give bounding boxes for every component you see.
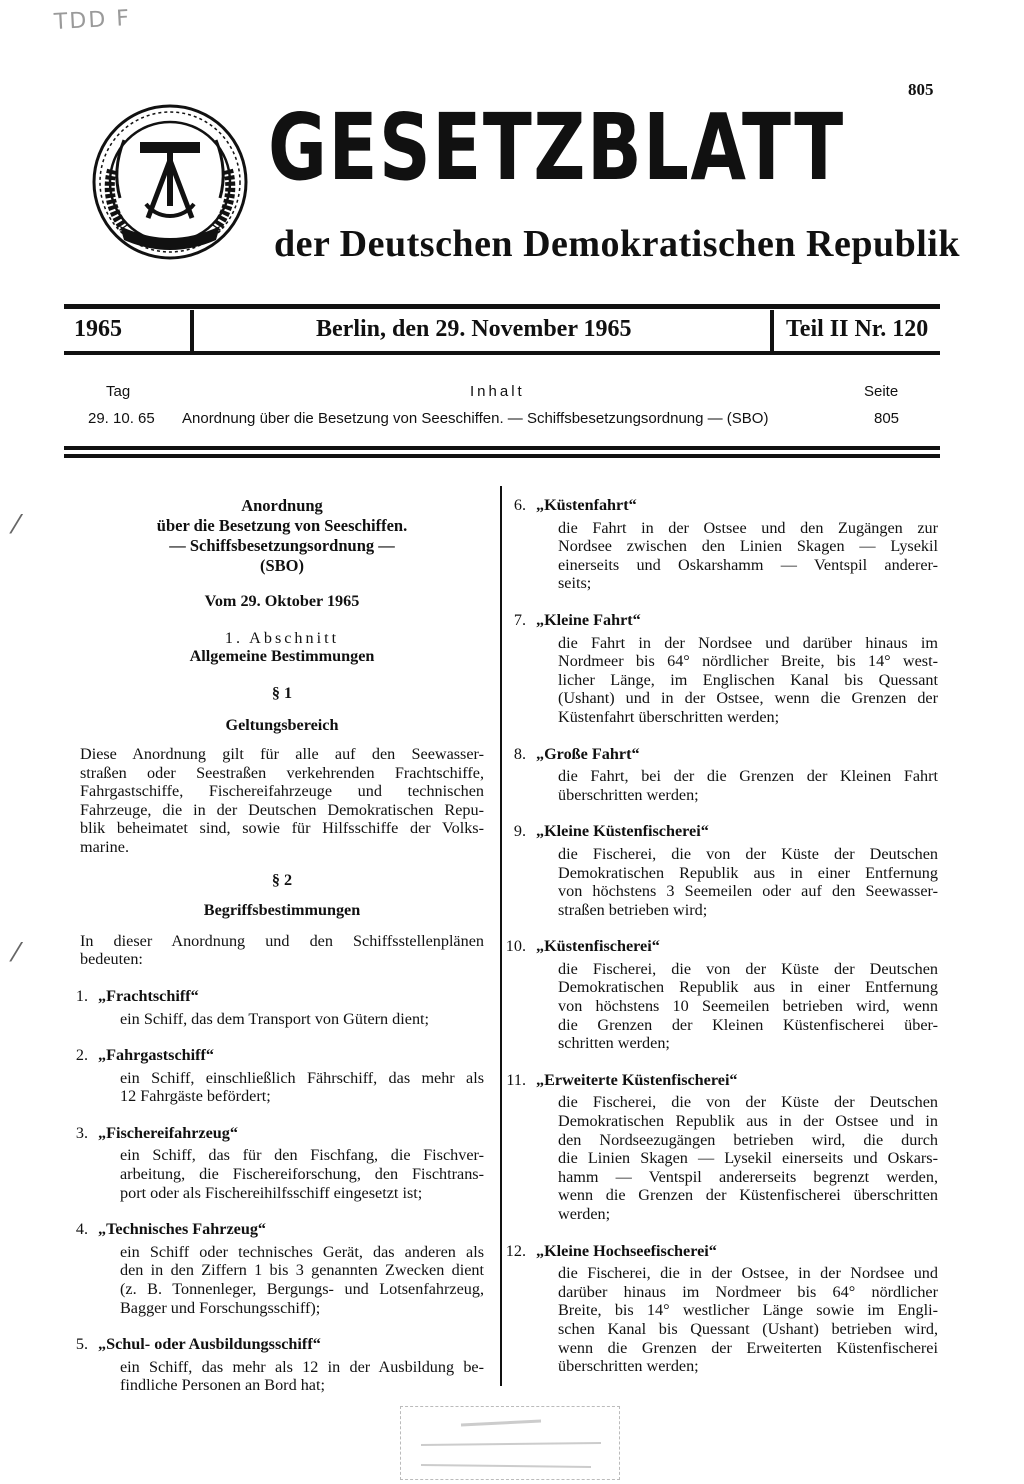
- definition-line: darüber hinaus im Nordmeer bis 64° nördlicher: [558, 1282, 938, 1301]
- definition-number: 10.: [505, 937, 526, 956]
- definition-line: den in den Ziffern 1 bis 3 genannten Zwecken dient: [120, 1261, 484, 1280]
- definition-term: „Schul- oder Ausbildungsschiff“: [98, 1335, 321, 1354]
- definition-text: [558, 845, 938, 919]
- toc-entry-date: 29. 10. 65: [88, 410, 155, 427]
- definition-line: hamm — Ventspil andererseits begrenzt werden,: [558, 1167, 938, 1186]
- definition-term: „Küstenfischerei“: [536, 937, 660, 956]
- definition-number: 8.: [513, 744, 526, 763]
- issue-bottom-rule: [64, 351, 940, 355]
- definition-line: ein Schiff oder technisches Gerät, das anderen als: [120, 1242, 484, 1261]
- definition-item: [513, 822, 938, 919]
- definition-number: 5.: [75, 1335, 88, 1354]
- definition-term: „Kleine Fahrt“: [536, 610, 641, 629]
- definition-number: 7.: [513, 610, 526, 629]
- definition-item: [75, 1335, 484, 1395]
- definition-line: werden;: [558, 1205, 611, 1223]
- definition-text: [558, 634, 938, 727]
- ordinance-heading: Anordnung über die Besetzung von Seeschiffen. — Schiffsbesetzungsordnung — (SBO): [156, 496, 408, 575]
- definition-item: [75, 1220, 484, 1317]
- definition-line: den Nordseezugängen betrieben wird, die durch: [558, 1130, 938, 1149]
- definition-text: [558, 767, 938, 804]
- ordinance-date: Vom 29. Oktober 1965: [204, 592, 360, 610]
- definition-number: 2.: [75, 1046, 88, 1065]
- page-number: 805: [908, 80, 934, 99]
- definition-number: 12.: [505, 1241, 526, 1260]
- definition-line: 12 Fahrgäste befördert;: [120, 1087, 271, 1106]
- definition-line: arbeitung, die Fischereiforschung, den Fischtrans-: [120, 1165, 484, 1184]
- paragraph-2-number: § 2: [271, 870, 293, 889]
- definition-text: [120, 1146, 484, 1202]
- toc-header-day: Tag: [106, 383, 131, 400]
- definition-item: [513, 496, 938, 593]
- definition-line: wenn die Grenzen der Erweiterten Küstenfischerei: [558, 1338, 938, 1357]
- definition-line: (z. B. Tonnenleger, Bergungs- und Lotsenfahrzeug,: [120, 1280, 484, 1299]
- definition-line: licher Länge, im Englischen Kanal bis Quessant: [558, 670, 938, 689]
- gazette-title: GESETZBLATT: [268, 94, 845, 201]
- toc-entry-page: 805: [874, 410, 900, 427]
- definition-list-left: [75, 986, 484, 1395]
- definition-line: Demokratischen Republik aus in der Ostsee und in: [558, 1112, 938, 1131]
- column-divider: [190, 310, 194, 352]
- definition-text: [558, 1093, 938, 1223]
- definition-line: die Linien Skagen — Lysekil einerseits und Oskars-: [558, 1149, 938, 1168]
- definition-term: „Fahrgastschiff“: [98, 1046, 214, 1065]
- definition-text: [120, 1358, 484, 1395]
- definition-line: wenn die Grenzen der Küstenfischerei überschritten: [558, 1186, 938, 1205]
- stamp-lines-icon: [401, 1407, 619, 1479]
- toc-rule: [64, 446, 940, 450]
- issue-part: Teil II Nr. 120: [786, 316, 929, 342]
- definition-line: findliche Personen an Bord hat;: [120, 1376, 325, 1395]
- definition-text: [558, 1264, 938, 1376]
- definition-text: [120, 1069, 484, 1106]
- definition-line: Demokratischen Republik aus in einer Entfernung: [558, 978, 938, 997]
- gazette-subtitle: der Deutschen Demokratischen Republik: [274, 223, 960, 265]
- definition-line: ein Schiff, einschließlich Fährschiff, das mehr als: [120, 1068, 484, 1087]
- definition-line: einerseits und Oskarshamm — Ventspil anderer-: [558, 555, 938, 574]
- definition-number: 4.: [75, 1220, 88, 1239]
- definition-item: [513, 610, 938, 727]
- definition-line: schritten werden;: [558, 1034, 670, 1053]
- definition-item: [506, 1070, 938, 1224]
- toc-rule: [64, 454, 940, 458]
- left-column: [75, 496, 484, 1395]
- definition-line: die Fahrt in der Ostsee und den Zugängen zur: [558, 518, 938, 537]
- definition-line: überschritten werden;: [558, 785, 699, 804]
- right-column: [505, 496, 938, 1376]
- definition-text: [558, 960, 938, 1053]
- toc-header-page: Seite: [864, 383, 899, 400]
- definition-line: (Ushant) und in der Ostsee, wenn die Grenzen der: [558, 689, 938, 708]
- section-number: 1. Abschnitt: [224, 628, 340, 647]
- definition-line: von höchstens 10 Seemeilen betrieben wird, wenn: [558, 997, 938, 1016]
- definition-line: ein Schiff, das mehr als 12 in der Ausbildung be-: [120, 1357, 484, 1376]
- margin-mark: ⁄: [14, 510, 19, 540]
- definition-number: 11.: [506, 1070, 526, 1089]
- paragraph-1-number: § 1: [271, 683, 293, 702]
- definition-text: [120, 1010, 484, 1029]
- definition-line: Nordmeer bis 64° nördlicher Breite, bis 14° west-: [558, 652, 938, 671]
- definition-item: [505, 937, 938, 1053]
- paragraph-1-text: Diese Anordnung gilt für alle auf den Seewasser- straßen oder Seestraßen verkehrenden Frachtschiffe, Fahrgastschiffe, Fischereifahrzeuge und technischen Fahrzeuge, die in der Deutschen Demokratischen Repu- blik beheimatet sind, sowie für Hilfsschiffe der Volks- marine.: [80, 744, 484, 856]
- definition-line: schen Kanal bis Quessant (Ushant) betrieben wird,: [558, 1319, 938, 1338]
- definition-term: „Erweiterte Küstenfischerei“: [536, 1070, 738, 1089]
- paragraph-1-title: Geltungsbereich: [225, 716, 339, 735]
- toc-header-content: Inhalt: [470, 383, 525, 400]
- definition-line: ein Schiff, das dem Transport von Gütern dient;: [120, 1009, 430, 1028]
- definition-number: 3.: [75, 1123, 88, 1142]
- definition-term: „Technisches Fahrzeug“: [98, 1220, 267, 1239]
- paragraph-2-title: Begriffsbestimmungen: [203, 901, 361, 920]
- definition-line: Breite, bis 14° westlicher Länge sowie im Engli-: [558, 1301, 938, 1320]
- definition-line: Bagger und Forschungsschiff);: [120, 1298, 321, 1317]
- definition-number: 6.: [513, 496, 526, 514]
- definition-line: Nordsee zwischen den Linien Skagen — Lysekil: [558, 537, 938, 556]
- definition-text: [558, 519, 938, 593]
- definition-number: 1.: [75, 986, 88, 1005]
- paragraph-2-intro: In dieser Anordnung und den Schiffsstellenplänen bedeuten:: [80, 931, 484, 969]
- state-emblem-icon: [90, 100, 250, 264]
- issue-place-date: Berlin, den 29. November 1965: [316, 316, 632, 342]
- top-rule: [64, 304, 940, 309]
- definition-list-right: [505, 496, 938, 1376]
- definition-term: „Küstenfahrt“: [536, 496, 637, 514]
- definition-line: die Fahrt in der Nordsee und darüber hinaus im: [558, 633, 938, 652]
- definition-term: „Kleine Hochseefischerei“: [536, 1241, 717, 1260]
- toc-entry-text: Anordnung über die Besetzung von Seeschiffen. — Schiffsbesetzungsordnung — (SBO): [182, 410, 769, 427]
- definition-line: port oder als Fischereihilfsschiff eingesetzt ist;: [120, 1183, 423, 1202]
- definition-term: „Frachtschiff“: [98, 986, 199, 1005]
- definition-term: „Fischereifahrzeug“: [98, 1123, 238, 1142]
- definition-line: Küstenfahrt überschritten werden;: [558, 707, 780, 726]
- definition-item: [505, 1241, 938, 1376]
- definition-line: die Fischerei, die von der Küste der Deutschen: [558, 959, 938, 978]
- definition-line: straßen betrieben wird;: [558, 900, 708, 919]
- definition-term: „Große Fahrt“: [536, 744, 640, 763]
- definition-line: seits;: [558, 574, 592, 593]
- definition-line: die Fischerei, die in der Ostsee, in der Nordsee und: [558, 1264, 938, 1283]
- section-title: Allgemeine Bestimmungen: [189, 647, 375, 666]
- definition-line: die Grenzen der Kleinen Küstenfischerei über-: [558, 1015, 938, 1034]
- column-divider: [770, 310, 774, 352]
- definition-item: [75, 1123, 484, 1202]
- library-stamp: [400, 1406, 620, 1480]
- definition-line: die Fahrt, bei der die Grenzen der Kleinen Fahrt: [558, 767, 938, 786]
- definition-line: die Fischerei, die von der Küste der Deutschen: [558, 1093, 938, 1112]
- definition-line: überschritten werden;: [558, 1357, 699, 1376]
- definition-line: ein Schiff, das für den Fischfang, die Fischver-: [120, 1146, 484, 1165]
- definition-line: von höchstens 3 Seemeilen oder auf den Seewasser-: [558, 882, 938, 901]
- handwritten-note: TDD F: [53, 6, 132, 35]
- definition-line: Demokratischen Republik aus in einer Entfernung: [558, 863, 938, 882]
- issue-year: 1965: [74, 316, 122, 342]
- definition-term: „Kleine Küstenfischerei“: [536, 822, 709, 841]
- definition-number: 9.: [513, 822, 526, 841]
- definition-item: [75, 986, 484, 1028]
- definition-item: [513, 744, 938, 805]
- margin-mark: ⁄: [14, 938, 19, 968]
- definition-line: die Fischerei, die von der Küste der Deutschen: [558, 844, 938, 863]
- definition-item: [75, 1046, 484, 1106]
- definition-text: [120, 1243, 484, 1317]
